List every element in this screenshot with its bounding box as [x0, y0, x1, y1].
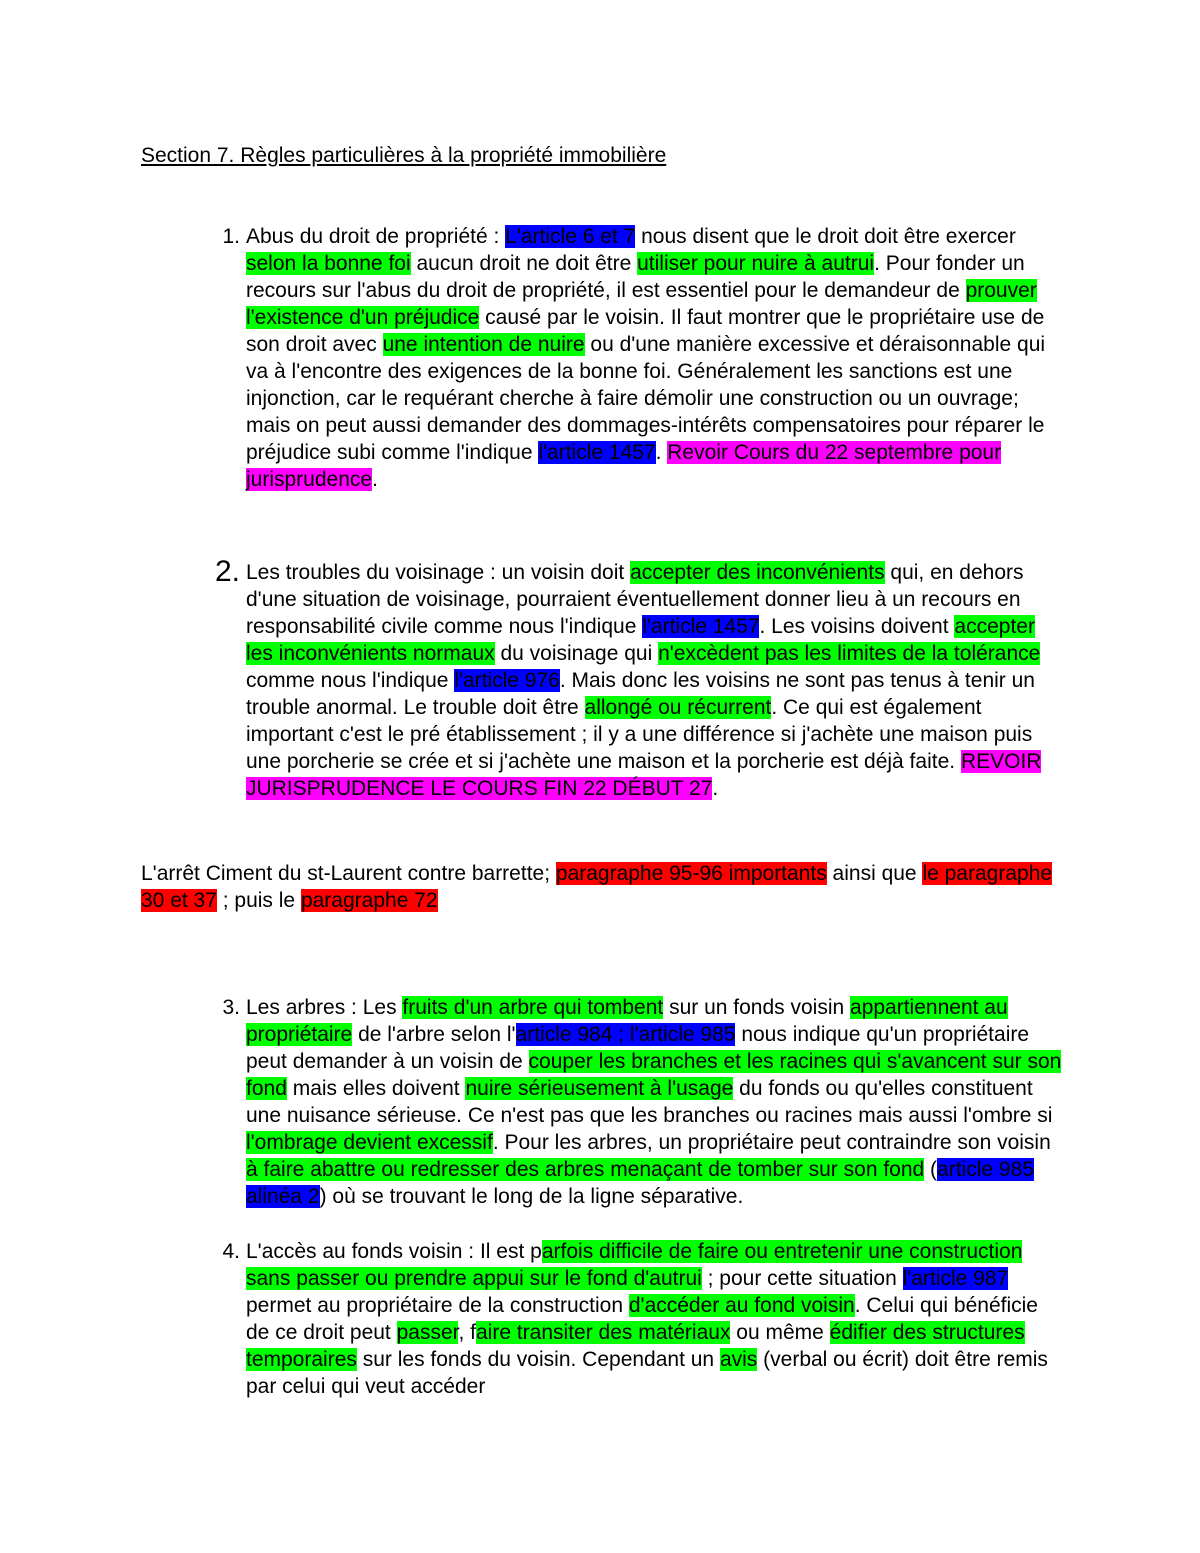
text-run: , f: [458, 1321, 476, 1344]
highlight-green-text: une intention de nuire: [382, 333, 585, 356]
highlight-green-text: édifier des structures temporaires: [246, 1321, 1025, 1371]
text-run: causé par le voisin. Il faut montrer que le propriétaire use de son droit avec: [246, 306, 1045, 356]
highlight-green-text: l'ombrage devient excessif: [246, 1131, 493, 1154]
highlight-green-text: fruits d'un arbre qui tombent: [402, 996, 664, 1019]
highlight-green-text: utiliser pour nuire à autrui: [637, 252, 875, 275]
text-run: . Celui qui bénéficie de ce droit peut: [246, 1294, 1038, 1344]
text-run: .: [655, 441, 668, 464]
highlight-green-text: allongé ou récurrent: [584, 696, 772, 719]
text-run: .: [712, 777, 719, 800]
highlight-green-text: appartiennent au propriétaire: [246, 996, 1008, 1046]
list-number: 3.: [222, 996, 240, 1019]
text-run: . Mais donc les voisins ne sont pas tenus à tenir un trouble anormal. Le trouble doit être: [246, 669, 1035, 719]
text-run: mais elles doivent: [286, 1077, 466, 1100]
highlight-red-text: paragraphe 72: [300, 889, 438, 912]
list-number: 4.: [222, 1240, 240, 1263]
text-run: ; puis le: [216, 889, 301, 912]
text-run: Les troubles du voisinage : un voisin doit: [246, 561, 631, 584]
list-item-text: [246, 561, 1041, 800]
text-run: Abus du droit de propriété :: [246, 225, 506, 248]
text-run: sur un fonds voisin: [663, 996, 851, 1019]
highlight-green-text: nuire sérieusement à l'usage: [465, 1077, 734, 1100]
highlight-blue-text: l'article 976: [454, 669, 560, 692]
text-run: . Les voisins doivent: [759, 615, 955, 638]
highlight-green-text: selon la bonne foi: [246, 252, 411, 275]
text-run: ) où se trouvant le long de la ligne séparative.: [319, 1185, 744, 1208]
text-run: du fonds ou qu'elles constituent une nuisance sérieuse. Ce n'est pas que les branches ou racines mais aussi l'ombre si: [246, 1077, 1053, 1127]
highlight-green-text: arfois difficile de faire ou entretenir une construction sans passer ou prendre appui sur le fond d'autrui: [246, 1240, 1023, 1290]
text-run: ; pour cette situation: [701, 1267, 903, 1290]
text-run: ainsi que: [826, 862, 923, 885]
highlight-blue-text: l'article 1457: [642, 615, 760, 638]
text-run: ou même: [730, 1321, 830, 1344]
text-run: ou d'une manière excessive et déraisonnable qui va à l'encontre des exigences de la bonne foi. Généralement les sanctions est une injonction, car le requérant cherche à faire démolir une construction ou un ouvrage; mais on peut aussi demander des dommages-intérêts compensatoires pour réparer le préjudice subi comme l'indique: [246, 333, 1046, 464]
highlight-blue-text: article 985 alinéa 2: [246, 1158, 1034, 1208]
highlight-red-text: le paragraphe 30 et 37: [141, 862, 1053, 912]
highlight-blue-text: article 984 ; l'article 985: [515, 1023, 736, 1046]
highlight-green-text: avis: [719, 1348, 758, 1371]
list-item-abus-du-droit: [222, 223, 1066, 493]
text-run: sur les fonds du voisin. Cependant un: [356, 1348, 720, 1371]
highlight-green-text: prouver l'existence d'un préjudice: [246, 279, 1037, 329]
list-item-arbres: [222, 994, 1066, 1210]
list-number: 1.: [222, 225, 240, 248]
text-run: aucun droit ne doit être: [410, 252, 638, 275]
text-run: L'accès au fonds voisin : Il est p: [246, 1240, 542, 1263]
text-run: .: [372, 468, 378, 491]
arret-ciment-paragraph: [141, 860, 1061, 914]
list-number: 2.: [214, 555, 240, 588]
section-heading: Section 7. Règles particulières à la propriété immobilière: [141, 144, 667, 167]
highlight-green-text: passer: [396, 1321, 459, 1344]
text-run: (verbal ou écrit) doit être remis par celui qui veut accéder: [246, 1348, 1048, 1398]
highlight-green-text: accepter les inconvénients normaux: [246, 615, 1035, 665]
list-item-text: [246, 996, 1061, 1208]
highlight-magenta-text: Revoir Cours du 22 septembre pour jurisprudence: [246, 441, 1002, 491]
text-run: du voisinage qui: [494, 642, 659, 665]
text-run: Les arbres : Les: [246, 996, 403, 1019]
highlight-magenta-text: REVOIR JURISPRUDENCE LE COURS FIN 22 DÉBUT 27: [246, 750, 1042, 800]
text-run: permet au propriétaire de la construction: [246, 1294, 629, 1317]
highlight-green-text: couper les branches et les racines qui s'avancent sur son fond: [246, 1050, 1062, 1100]
highlight-blue-text: l'article 1457: [538, 441, 656, 464]
text-run: (: [924, 1158, 938, 1181]
highlight-green-text: d'accéder au fond voisin: [628, 1294, 855, 1317]
text-run: . Pour les arbres, un propriétaire peut contraindre son voisin: [492, 1131, 1051, 1154]
text-run: L'arrêt Ciment du st-Laurent contre barrette;: [141, 862, 556, 885]
highlight-green-text: à faire abattre ou redresser des arbres menaçant de tomber sur son fond: [246, 1158, 925, 1181]
highlight-blue-text: l'article 987: [902, 1267, 1009, 1290]
list-item-text: [246, 1240, 1048, 1398]
highlight-green-text: aire transiter des matériaux: [476, 1321, 731, 1344]
list-item-acces-fonds-voisin: [222, 1238, 1066, 1400]
highlight-green-text: n'excèdent pas les limites de la tolérance: [658, 642, 1041, 665]
text-run: nous indique qu'un propriétaire peut demander à un voisin de: [246, 1023, 1030, 1073]
text-run: comme nous l'indique: [246, 669, 455, 692]
list-item-text: [246, 225, 1045, 491]
text-run: . Pour fonder un recours sur l'abus du droit de propriété, il est essentiel pour le demandeur de: [246, 252, 1025, 302]
list-item-troubles-voisinage: [214, 555, 1066, 802]
highlight-red-text: paragraphe 95-96 importants: [555, 862, 827, 885]
text-run: nous disent que le droit doit être exercer: [635, 225, 1016, 248]
highlight-blue-text: L'article 6 et 7: [505, 225, 636, 248]
text-run: qui, en dehors d'une situation de voisinage, pourraient éventuellement donner lieu à un recours en responsabilité civile comme nous l'indique: [246, 561, 1024, 638]
text-run: de l'arbre selon l': [352, 1023, 516, 1046]
highlight-green-text: accepter des inconvénients: [630, 561, 885, 584]
text-run: . Ce qui est également important c'est le pré établissement ; il y a une différence si j'achète une maison puis une porcherie se crée et si j'achète une maison et la porcherie est déjà faite.: [246, 696, 1033, 773]
